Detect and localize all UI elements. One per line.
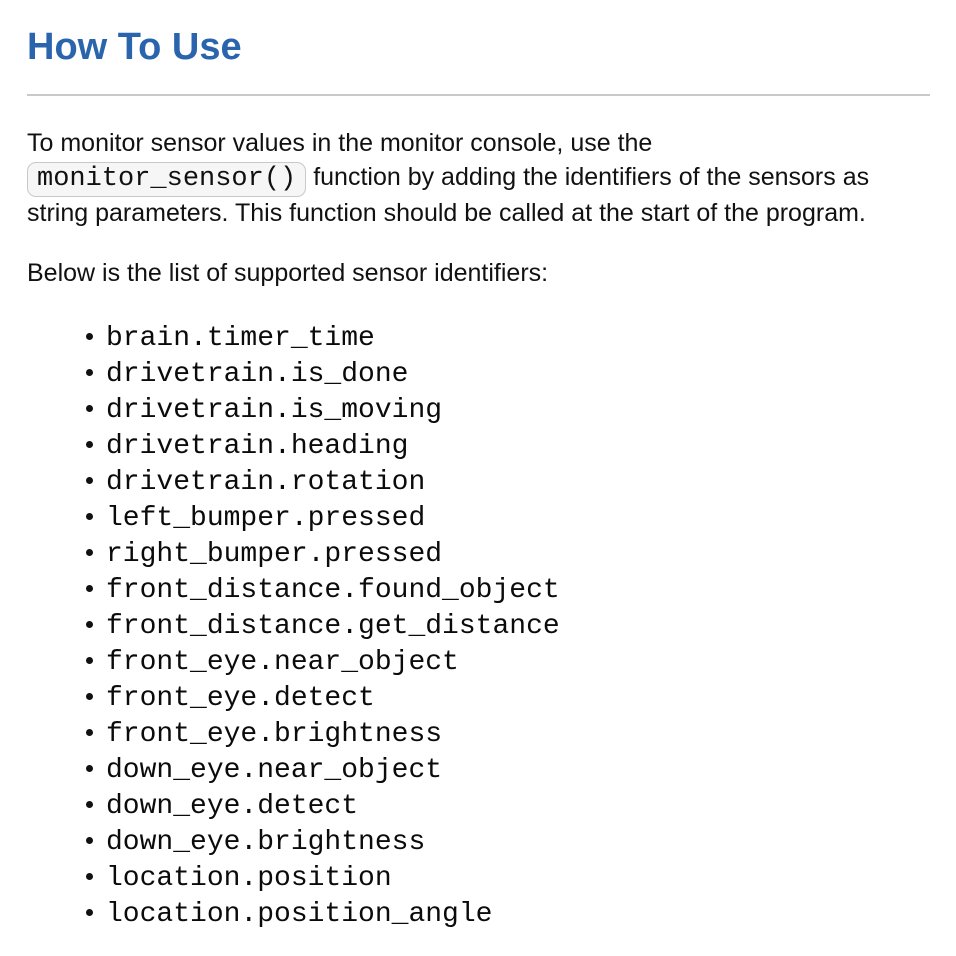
intro-text-after-code: function by adding the identifiers of the sensors as string parameters. This function should be called at the start of the program. (27, 163, 870, 227)
sensor-identifier: down_eye.near_object (106, 755, 443, 786)
bullet-icon (86, 837, 93, 844)
sensor-identifier-item (106, 572, 930, 608)
title-divider (27, 94, 930, 96)
sensor-identifier-item (106, 536, 930, 572)
sensor-identifier-item (106, 356, 930, 392)
sensor-identifier: left_bumper.pressed (106, 503, 426, 534)
sensor-identifier: front_distance.get_distance (106, 611, 560, 642)
bullet-icon (86, 513, 93, 520)
bullet-icon (86, 621, 93, 628)
sensor-identifier: brain.timer_time (106, 323, 375, 354)
bullet-icon (86, 441, 93, 448)
sensor-identifier: drivetrain.is_done (106, 359, 409, 390)
sensor-identifier: down_eye.detect (106, 791, 359, 822)
sensor-identifier-item (106, 464, 930, 500)
bullet-icon (86, 405, 93, 412)
bullet-icon (86, 765, 93, 772)
bullet-icon (86, 801, 93, 808)
sensor-identifier-item (106, 752, 930, 788)
bullet-icon (86, 549, 93, 556)
sensor-identifier-item (106, 824, 930, 860)
sensor-identifier: drivetrain.rotation (106, 467, 426, 498)
sensor-identifier-item (106, 608, 930, 644)
sensor-identifier-item (106, 680, 930, 716)
intro-paragraph (27, 126, 930, 230)
sensor-identifier: down_eye.brightness (106, 827, 426, 858)
sensor-identifier: location.position_angle (106, 899, 493, 930)
sensor-identifier-item (106, 428, 930, 464)
sensor-identifier: front_eye.near_object (106, 647, 459, 678)
bullet-icon (86, 693, 93, 700)
sensor-identifier: drivetrain.is_moving (106, 395, 443, 426)
bullet-icon (86, 585, 93, 592)
sensor-identifier-list (27, 320, 930, 932)
sensor-identifier: front_eye.brightness (106, 719, 443, 750)
bullet-icon (86, 333, 93, 340)
sensor-identifier-item (106, 788, 930, 824)
sensor-identifier-item (106, 860, 930, 896)
sensor-identifier-item (106, 896, 930, 932)
intro-text-before-code: To monitor sensor values in the monitor console, use the (27, 129, 653, 157)
bullet-icon (86, 657, 93, 664)
sensor-identifier-item (106, 392, 930, 428)
sensor-identifier: location.position (106, 863, 392, 894)
sensor-identifier-item (106, 320, 930, 356)
sensor-identifier: right_bumper.pressed (106, 539, 443, 570)
sensor-identifier: front_distance.found_object (106, 575, 560, 606)
bullet-icon (86, 369, 93, 376)
sensor-identifier: drivetrain.heading (106, 431, 409, 462)
list-intro-text: Below is the list of supported sensor identifiers: (27, 259, 549, 287)
sensor-identifier-item (106, 716, 930, 752)
monitor-sensor-inline-code: monitor_sensor() (27, 162, 306, 197)
sensor-identifier-item (106, 644, 930, 680)
bullet-icon (86, 909, 93, 916)
sensor-identifier-item (106, 500, 930, 536)
page-title: How To Use (27, 26, 242, 68)
sensor-identifier: front_eye.detect (106, 683, 375, 714)
bullet-icon (86, 873, 93, 880)
bullet-icon (86, 729, 93, 736)
bullet-icon (86, 477, 93, 484)
